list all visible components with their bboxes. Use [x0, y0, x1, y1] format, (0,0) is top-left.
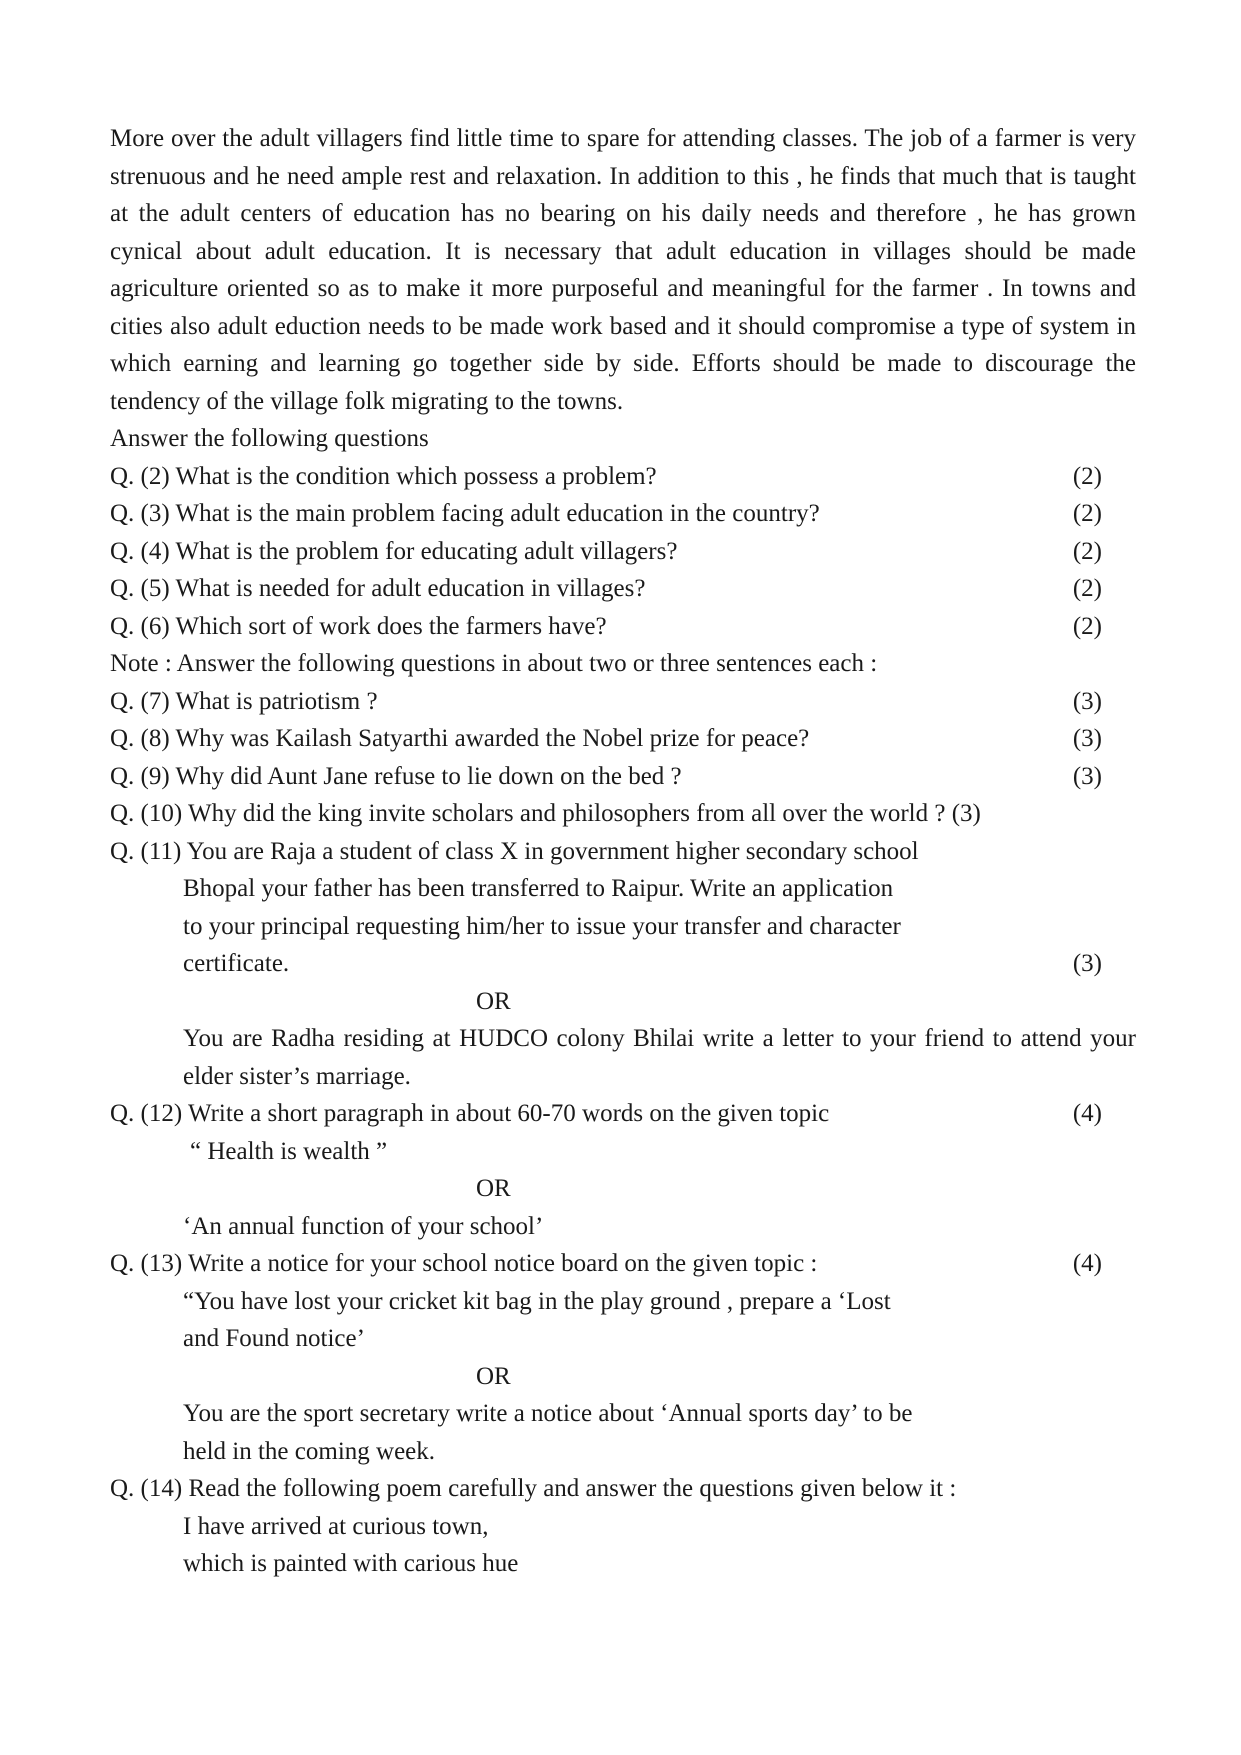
question-text: Q. (7) What is patriotism ?	[110, 687, 378, 715]
question-row	[110, 570, 1136, 608]
poem-line: which is painted with carious hue	[183, 1550, 519, 1577]
question-13-alternative-line: You are the sport secretary write a notice about ‘Annual sports day’ to be	[183, 1400, 913, 1427]
comprehension-passage: More over the adult villagers find little time to spare for attending classes. The job of a farmer is very strenuous and he need ample rest and relaxation. In addition to this , he finds that much that is taught at the adult centers of education has no bearing on his daily needs and therefore , he has grown cynical about adult education. It is necessary that adult education in villages should be made agriculture oriented so as to make it more purposeful and meaningful for the farmer . In towns and cities also adult eduction needs to be made work based and it should compromise a type of system in which earning and learning go together side by side. Efforts should be made to discourage the tendency of the village folk migrating to the towns.	[110, 125, 1136, 415]
question-text: Q. (8) Why was Kailash Satyarthi awarded the Nobel prize for peace?	[110, 725, 810, 752]
question-11-alternative: You are Radha residing at HUDCO colony Bhilai write a letter to your friend to attend your elder sister’s marriage.	[183, 1025, 1136, 1090]
question-12-text: Q. (12) Write a short paragraph in about 60-70 words on the given topic	[110, 1100, 830, 1127]
question-11-line	[110, 945, 1136, 983]
or-divider: OR	[476, 1175, 511, 1202]
exam-page	[110, 120, 1136, 1583]
question-marks: (2)	[1072, 462, 1102, 490]
question-row	[110, 495, 1136, 533]
question-marks: (3)	[1072, 950, 1102, 977]
question-list-short	[110, 458, 1136, 646]
question-11-last-line: certificate.	[183, 950, 290, 977]
section-note: Note : Answer the following questions in about two or three sentences each :	[110, 650, 878, 677]
question-13	[110, 1245, 1136, 1470]
question-13-line	[110, 1245, 1136, 1283]
question-text: Q. (3) What is the main problem facing adult education in the country?	[110, 500, 820, 527]
question-11-line: to your principal requesting him/her to issue your transfer and character	[183, 912, 901, 940]
or-divider: OR	[476, 1362, 511, 1390]
question-12-alternative: ‘An annual function of your school’	[183, 1212, 544, 1240]
question-11	[110, 833, 1136, 1096]
question-row	[110, 458, 1136, 496]
question-14-line: Q. (14) Read the following poem carefully and answer the questions given below it :	[110, 1475, 957, 1502]
or-divider: OR	[476, 987, 511, 1015]
question-text: Q. (4) What is the problem for educating adult villagers?	[110, 537, 678, 565]
answer-heading: Answer the following questions	[110, 425, 429, 452]
question-marks: (2)	[1072, 575, 1102, 602]
question-13-topic-line: and Found notice’	[183, 1325, 365, 1352]
question-text: Q. (6) Which sort of work does the farmers have?	[110, 612, 607, 640]
question-row	[110, 683, 1136, 721]
question-11-line: Bhopal your father has been transferred to Raipur. Write an application	[183, 875, 894, 902]
question-row	[110, 533, 1136, 571]
question-marks: (4)	[1072, 1100, 1102, 1127]
question-text: Q. (9) Why did Aunt Jane refuse to lie down on the bed ?	[110, 762, 682, 790]
question-text: Q. (5) What is needed for adult education in villages?	[110, 575, 646, 602]
question-row	[110, 608, 1136, 646]
question-13-alternative-line: held in the coming week.	[183, 1437, 436, 1465]
question-list-medium	[110, 683, 1136, 796]
question-marks: (2)	[1072, 500, 1102, 527]
question-row	[110, 758, 1136, 796]
question-marks: (2)	[1072, 612, 1102, 640]
question-marks: (3)	[1072, 687, 1102, 715]
question-marks: (4)	[1072, 1250, 1102, 1277]
question-text: Q. (2) What is the condition which possess a problem?	[110, 462, 657, 490]
question-14	[110, 1470, 1136, 1583]
question-12	[110, 1095, 1136, 1245]
question-11-line: Q. (11) You are Raja a student of class X in government higher secondary school	[110, 837, 919, 865]
question-row	[110, 720, 1136, 758]
question-marks: (3)	[1072, 762, 1102, 790]
question-13-text: Q. (13) Write a notice for your school notice board on the given topic :	[110, 1250, 818, 1277]
question-12-line	[110, 1095, 1136, 1133]
question-13-topic-line: “You have lost your cricket kit bag in the play ground , prepare a ‘Lost	[183, 1287, 891, 1315]
question-10: Q. (10) Why did the king invite scholars and philosophers from all over the world ? (3)	[110, 800, 981, 827]
question-marks: (2)	[1072, 537, 1102, 565]
question-12-topic: “ Health is wealth ”	[190, 1137, 388, 1165]
poem-line: I have arrived at curious town,	[183, 1512, 489, 1540]
question-marks: (3)	[1072, 725, 1102, 752]
